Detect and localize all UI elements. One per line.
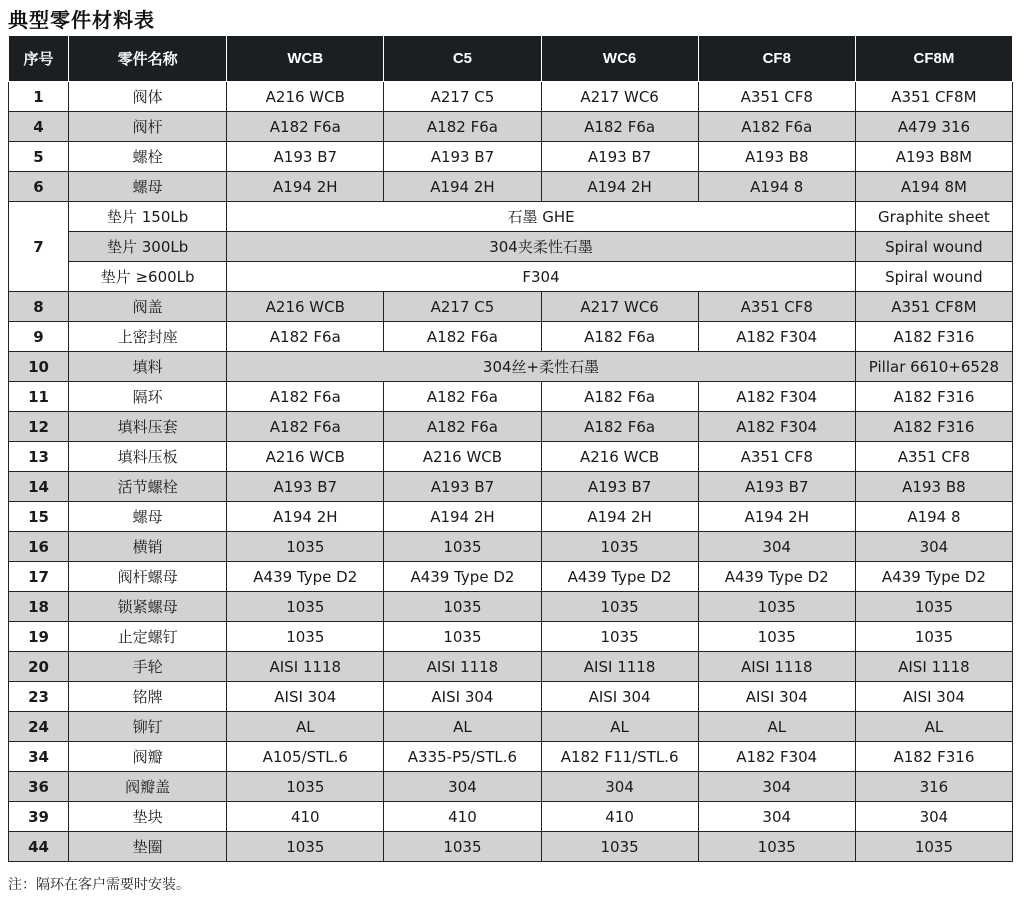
material-cell: A182 F316 [855, 742, 1012, 772]
material-cell: 1035 [541, 622, 698, 652]
material-cell: 1035 [227, 832, 384, 862]
part-name: 填料压板 [69, 442, 227, 472]
material-cell: A182 F304 [698, 382, 855, 412]
material-cell: 304 [541, 772, 698, 802]
material-cell: 410 [541, 802, 698, 832]
material-cell: A182 F6a [541, 382, 698, 412]
page-title: 典型零件材料表 [8, 8, 155, 32]
material-cell: A216 WCB [227, 82, 384, 112]
material-cell: 1035 [855, 592, 1012, 622]
part-name: 填料压套 [69, 412, 227, 442]
material-cell: A182 F6a [227, 322, 384, 352]
footnote: 注：隔环在客户需要时安装。 [8, 877, 190, 893]
row-no: 5 [9, 142, 69, 172]
table-row [9, 112, 1013, 142]
material-cell: 304 [698, 772, 855, 802]
row-no: 14 [9, 472, 69, 502]
material-cell: 1035 [227, 622, 384, 652]
material-cell: A182 F11/STL.6 [541, 742, 698, 772]
part-name: 横销 [69, 532, 227, 562]
part-name: 垫片 150Lb [69, 202, 227, 232]
material-cell: 1035 [227, 592, 384, 622]
material-cell: A194 2H [227, 172, 384, 202]
material-cell: A193 B8 [698, 142, 855, 172]
material-cell: A182 F6a [384, 112, 541, 142]
part-name: 上密封座 [69, 322, 227, 352]
table-header-row [9, 36, 1013, 82]
material-cell: AISI 304 [855, 682, 1012, 712]
part-name: 活节螺栓 [69, 472, 227, 502]
row-no: 1 [9, 82, 69, 112]
table-row [9, 802, 1013, 832]
header-wc6: WC6 [541, 36, 698, 82]
row-no: 39 [9, 802, 69, 832]
material-cell: A194 2H [541, 172, 698, 202]
part-name: 垫块 [69, 802, 227, 832]
gasket-row [9, 202, 1013, 232]
material-cell: A194 2H [384, 172, 541, 202]
material-cell: 304 [698, 532, 855, 562]
material-table [8, 35, 1013, 862]
material-cell: A351 CF8 [698, 82, 855, 112]
material-cell: 1035 [384, 532, 541, 562]
header-c5: C5 [384, 36, 541, 82]
row-no: 36 [9, 772, 69, 802]
header-cf8m: CF8M [855, 36, 1012, 82]
table-row [9, 292, 1013, 322]
part-name: 垫片 ≥600Lb [69, 262, 227, 292]
table-row [9, 622, 1013, 652]
table-body-lower [9, 382, 1013, 862]
part-name: 铆钉 [69, 712, 227, 742]
material-cell: 1035 [698, 622, 855, 652]
material-cell: A439 Type D2 [541, 562, 698, 592]
material-cell: AISI 1118 [227, 652, 384, 682]
material-cell: AL [384, 712, 541, 742]
material-cell: 304 [698, 802, 855, 832]
material-cell: A335-P5/STL.6 [384, 742, 541, 772]
row-no: 7 [9, 202, 69, 292]
part-name: 止定螺钉 [69, 622, 227, 652]
row-no: 13 [9, 442, 69, 472]
table-row [9, 442, 1013, 472]
table-row [9, 472, 1013, 502]
material-cell: AISI 1118 [541, 652, 698, 682]
part-name: 垫圈 [69, 832, 227, 862]
material-cell: 1035 [541, 532, 698, 562]
part-name: 螺母 [69, 502, 227, 532]
merged-material-cell: 304丝+柔性石墨 [227, 352, 856, 382]
material-cell: AISI 1118 [698, 652, 855, 682]
material-cell: A182 F316 [855, 382, 1012, 412]
table-row [9, 142, 1013, 172]
material-cell: 1035 [541, 592, 698, 622]
material-cell: 1035 [384, 622, 541, 652]
table-row [9, 592, 1013, 622]
part-name: 阀杆 [69, 112, 227, 142]
material-cell: A217 C5 [384, 82, 541, 112]
material-cell: A351 CF8 [698, 292, 855, 322]
row-no: 15 [9, 502, 69, 532]
material-cell: A194 8M [855, 172, 1012, 202]
material-cell: A194 2H [384, 502, 541, 532]
material-cell: A479 316 [855, 112, 1012, 142]
material-cell: AISI 304 [698, 682, 855, 712]
material-cell: A217 WC6 [541, 82, 698, 112]
row-no: 17 [9, 562, 69, 592]
table-row [9, 772, 1013, 802]
row-no: 19 [9, 622, 69, 652]
material-cell: 1035 [855, 832, 1012, 862]
material-cell: A182 F6a [541, 322, 698, 352]
material-cell: 1035 [227, 532, 384, 562]
material-cell: A182 F6a [384, 412, 541, 442]
material-cell: 304 [384, 772, 541, 802]
material-cell: A194 8 [855, 502, 1012, 532]
part-name: 阀体 [69, 82, 227, 112]
part-name: 铭牌 [69, 682, 227, 712]
material-cell: A216 WCB [227, 442, 384, 472]
header-part-name: 零件名称 [69, 36, 227, 82]
material-cell: Pillar 6610+6528 [855, 352, 1012, 382]
material-cell: Spiral wound [855, 262, 1012, 292]
material-cell: AISI 1118 [384, 652, 541, 682]
packing-row [9, 352, 1013, 382]
part-name: 阀杆螺母 [69, 562, 227, 592]
material-cell: A182 F304 [698, 322, 855, 352]
material-cell: 1035 [384, 592, 541, 622]
row-no: 12 [9, 412, 69, 442]
part-name: 阀盖 [69, 292, 227, 322]
material-cell: A182 F304 [698, 742, 855, 772]
table-row [9, 82, 1013, 112]
material-cell: 1035 [698, 592, 855, 622]
material-cell: 410 [227, 802, 384, 832]
material-cell: 304 [855, 532, 1012, 562]
material-cell: Graphite sheet [855, 202, 1012, 232]
merged-material-cell: 石墨 GHE [227, 202, 856, 232]
material-cell: A193 B7 [541, 472, 698, 502]
part-name: 锁紧螺母 [69, 592, 227, 622]
material-cell: A216 WCB [227, 292, 384, 322]
material-cell: A182 F6a [541, 112, 698, 142]
material-cell: AISI 304 [541, 682, 698, 712]
row-no: 8 [9, 292, 69, 322]
merged-material-cell: F304 [227, 262, 856, 292]
material-cell: A193 B7 [227, 472, 384, 502]
part-name: 垫片 300Lb [69, 232, 227, 262]
material-cell: A351 CF8 [855, 442, 1012, 472]
material-cell: A351 CF8 [698, 442, 855, 472]
row-no: 11 [9, 382, 69, 412]
row-no: 6 [9, 172, 69, 202]
merged-material-cell: 304夹柔性石墨 [227, 232, 856, 262]
table-row [9, 382, 1013, 412]
table-row [9, 832, 1013, 862]
material-cell: A193 B8 [855, 472, 1012, 502]
material-cell: Spiral wound [855, 232, 1012, 262]
material-cell: AISI 1118 [855, 652, 1012, 682]
table-row [9, 502, 1013, 532]
material-cell: 1035 [227, 772, 384, 802]
row-no: 20 [9, 652, 69, 682]
material-cell: A439 Type D2 [855, 562, 1012, 592]
material-cell: A351 CF8M [855, 292, 1012, 322]
material-cell: A182 F6a [227, 112, 384, 142]
row-no: 23 [9, 682, 69, 712]
row-no: 10 [9, 352, 69, 382]
part-name: 螺母 [69, 172, 227, 202]
material-cell: A439 Type D2 [698, 562, 855, 592]
material-cell: A193 B7 [698, 472, 855, 502]
material-cell: A439 Type D2 [227, 562, 384, 592]
header-cf8: CF8 [698, 36, 855, 82]
material-cell: A194 2H [698, 502, 855, 532]
material-cell: AISI 304 [384, 682, 541, 712]
material-cell: AISI 304 [227, 682, 384, 712]
material-cell: A182 F6a [698, 112, 855, 142]
material-cell: AL [855, 712, 1012, 742]
row-no: 18 [9, 592, 69, 622]
material-cell: 410 [384, 802, 541, 832]
material-cell: A182 F6a [541, 412, 698, 442]
table-row [9, 682, 1013, 712]
part-name: 阀瓣盖 [69, 772, 227, 802]
row-no: 34 [9, 742, 69, 772]
material-cell: A182 F316 [855, 322, 1012, 352]
table-row [9, 712, 1013, 742]
row-no: 24 [9, 712, 69, 742]
material-cell: A182 F316 [855, 412, 1012, 442]
part-name: 阀瓣 [69, 742, 227, 772]
material-cell: 1035 [541, 832, 698, 862]
material-cell: A193 B7 [541, 142, 698, 172]
material-cell: 304 [855, 802, 1012, 832]
table-row [9, 532, 1013, 562]
header-no: 序号 [9, 36, 69, 82]
material-cell: A439 Type D2 [384, 562, 541, 592]
table-row [9, 652, 1013, 682]
material-cell: A105/STL.6 [227, 742, 384, 772]
gasket-row [9, 262, 1013, 292]
part-name: 隔环 [69, 382, 227, 412]
part-name: 手轮 [69, 652, 227, 682]
material-cell: A194 8 [698, 172, 855, 202]
material-cell: A217 WC6 [541, 292, 698, 322]
material-cell: A182 F6a [384, 382, 541, 412]
part-name: 螺栓 [69, 142, 227, 172]
material-cell: AL [541, 712, 698, 742]
gasket-row [9, 232, 1013, 262]
material-cell: A193 B7 [384, 142, 541, 172]
material-cell: AL [227, 712, 384, 742]
material-cell: A193 B7 [227, 142, 384, 172]
material-cell: A182 F6a [227, 382, 384, 412]
material-cell: A194 2H [227, 502, 384, 532]
material-cell: A351 CF8M [855, 82, 1012, 112]
material-cell: A216 WCB [384, 442, 541, 472]
table-row [9, 322, 1013, 352]
table-row [9, 172, 1013, 202]
material-cell: A194 2H [541, 502, 698, 532]
material-cell: A193 B8M [855, 142, 1012, 172]
header-wcb: WCB [227, 36, 384, 82]
part-name: 填料 [69, 352, 227, 382]
material-cell: 1035 [698, 832, 855, 862]
row-no: 16 [9, 532, 69, 562]
material-cell: 1035 [384, 832, 541, 862]
row-no: 4 [9, 112, 69, 142]
material-cell: A182 F304 [698, 412, 855, 442]
table-row [9, 562, 1013, 592]
material-cell: 1035 [855, 622, 1012, 652]
table-row [9, 412, 1013, 442]
material-cell: A216 WCB [541, 442, 698, 472]
material-cell: AL [698, 712, 855, 742]
material-cell: A182 F6a [227, 412, 384, 442]
material-cell: 316 [855, 772, 1012, 802]
row-no: 9 [9, 322, 69, 352]
material-cell: A217 C5 [384, 292, 541, 322]
material-cell: A182 F6a [384, 322, 541, 352]
material-cell: A193 B7 [384, 472, 541, 502]
row-no: 44 [9, 832, 69, 862]
table-row [9, 742, 1013, 772]
